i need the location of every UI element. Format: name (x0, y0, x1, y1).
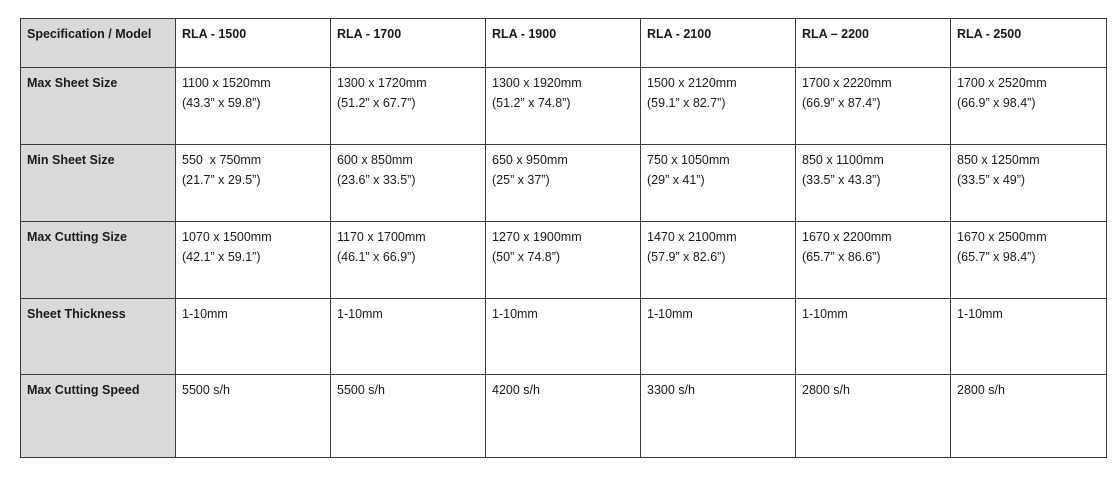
row-label-sheet-thickness: Sheet Thickness (21, 299, 176, 375)
table-cell (796, 222, 951, 299)
table-cell (331, 222, 486, 299)
table-cell (486, 68, 641, 145)
model-header-rla-2200: RLA – 2200 (796, 19, 951, 68)
cell-metric: 1670 x 2200mm (802, 230, 892, 244)
cell-metric: 850 x 1250mm (957, 153, 1040, 167)
cell-imperial: (50” x 74.8”) (492, 250, 561, 264)
table-cell (331, 375, 486, 458)
cell-value: 5500 s/h (337, 383, 385, 397)
cell-metric: 650 x 950mm (492, 153, 568, 167)
cell-imperial: (51.2” x 67.7”) (337, 96, 416, 110)
table-cell (951, 222, 1107, 299)
table-row-min-sheet-size (21, 145, 1107, 222)
cell-imperial: (57.9” x 82.6”) (647, 250, 726, 264)
cell-value: 2800 s/h (957, 383, 1005, 397)
model-header-rla-1900: RLA - 1900 (486, 19, 641, 68)
table-cell (641, 299, 796, 375)
cell-imperial: (66.9” x 98.4”) (957, 96, 1036, 110)
row-label-max-cutting-size: Max Cutting Size (21, 222, 176, 299)
table-cell (176, 145, 331, 222)
row-label-min-sheet-size: Min Sheet Size (21, 145, 176, 222)
cell-metric: 1470 x 2100mm (647, 230, 737, 244)
table-cell (641, 222, 796, 299)
table-cell (641, 68, 796, 145)
table-row-max-sheet-size (21, 68, 1107, 145)
cell-imperial: (43.3” x 59.8”) (182, 96, 261, 110)
table-row-max-cutting-speed (21, 375, 1107, 458)
row-label-max-cutting-speed: Max Cutting Speed (21, 375, 176, 458)
cell-imperial: (66.9” x 87.4”) (802, 96, 881, 110)
cell-metric: 1700 x 2220mm (802, 76, 892, 90)
cell-imperial: (59.1” x 82.7”) (647, 96, 726, 110)
cell-metric: 550 x 750mm (182, 153, 262, 167)
cell-value: 1-10mm (492, 307, 538, 321)
cell-metric: 1500 x 2120mm (647, 76, 737, 90)
cell-imperial: (46.1” x 66.9”) (337, 250, 416, 264)
table-cell (486, 222, 641, 299)
cell-metric: 1270 x 1900mm (492, 230, 582, 244)
table-cell (796, 299, 951, 375)
cell-value: 1-10mm (957, 307, 1003, 321)
table-cell (176, 222, 331, 299)
cell-value: 1-10mm (647, 307, 693, 321)
table-cell (641, 145, 796, 222)
table-cell (331, 145, 486, 222)
cell-metric: 1170 x 1700mm (337, 230, 426, 244)
table-cell (331, 299, 486, 375)
table-cell (486, 299, 641, 375)
cell-imperial: (25” x 37”) (492, 173, 550, 187)
table-cell (951, 68, 1107, 145)
table-cell (176, 375, 331, 458)
cell-metric: 1300 x 1920mm (492, 76, 582, 90)
table-cell (951, 375, 1107, 458)
cell-value: 1-10mm (337, 307, 383, 321)
cell-imperial: (65.7” x 86.6”) (802, 250, 881, 264)
table-cell (796, 145, 951, 222)
cell-value: 5500 s/h (182, 383, 230, 397)
table-cell (176, 299, 331, 375)
table-cell (951, 145, 1107, 222)
cell-value: 2800 s/h (802, 383, 850, 397)
table-cell (796, 375, 951, 458)
cell-imperial: (33.5” x 49”) (957, 173, 1026, 187)
table-cell (486, 375, 641, 458)
cell-metric: 1670 x 2500mm (957, 230, 1047, 244)
table-row-sheet-thickness (21, 299, 1107, 375)
table-cell (176, 68, 331, 145)
table-cell (951, 299, 1107, 375)
cell-metric: 1300 x 1720mm (337, 76, 427, 90)
cell-metric: 600 x 850mm (337, 153, 413, 167)
specification-table (20, 18, 1107, 458)
cell-metric: 1700 x 2520mm (957, 76, 1047, 90)
cell-value: 4200 s/h (492, 383, 540, 397)
cell-imperial: (33.5” x 43.3”) (802, 173, 881, 187)
table-row-max-cutting-size (21, 222, 1107, 299)
cell-metric: 1100 x 1520mm (182, 76, 271, 90)
table-cell (796, 68, 951, 145)
table-cell (486, 145, 641, 222)
cell-value: 1-10mm (182, 307, 228, 321)
table-cell (331, 68, 486, 145)
cell-metric: 1070 x 1500mm (182, 230, 272, 244)
table-cell (641, 375, 796, 458)
cell-imperial: (65.7” x 98.4”) (957, 250, 1036, 264)
model-header-rla-1500: RLA - 1500 (176, 19, 331, 68)
cell-metric: 750 x 1050mm (647, 153, 730, 167)
model-header-rla-2500: RLA - 2500 (951, 19, 1107, 68)
model-header-rla-1700: RLA - 1700 (331, 19, 486, 68)
cell-imperial: (42.1” x 59.1”) (182, 250, 261, 264)
row-label-max-sheet-size: Max Sheet Size (21, 68, 176, 145)
cell-imperial: (29” x 41”) (647, 173, 705, 187)
cell-imperial: (21.7” x 29.5”) (182, 173, 261, 187)
cell-imperial: (51.2” x 74.8”) (492, 96, 571, 110)
cell-imperial: (23.6” x 33.5”) (337, 173, 416, 187)
header-spec-model-label: Specification / Model (21, 19, 176, 68)
cell-value: 1-10mm (802, 307, 848, 321)
table-header-row (21, 19, 1107, 68)
model-header-rla-2100: RLA - 2100 (641, 19, 796, 68)
cell-metric: 850 x 1100mm (802, 153, 884, 167)
cell-value: 3300 s/h (647, 383, 695, 397)
